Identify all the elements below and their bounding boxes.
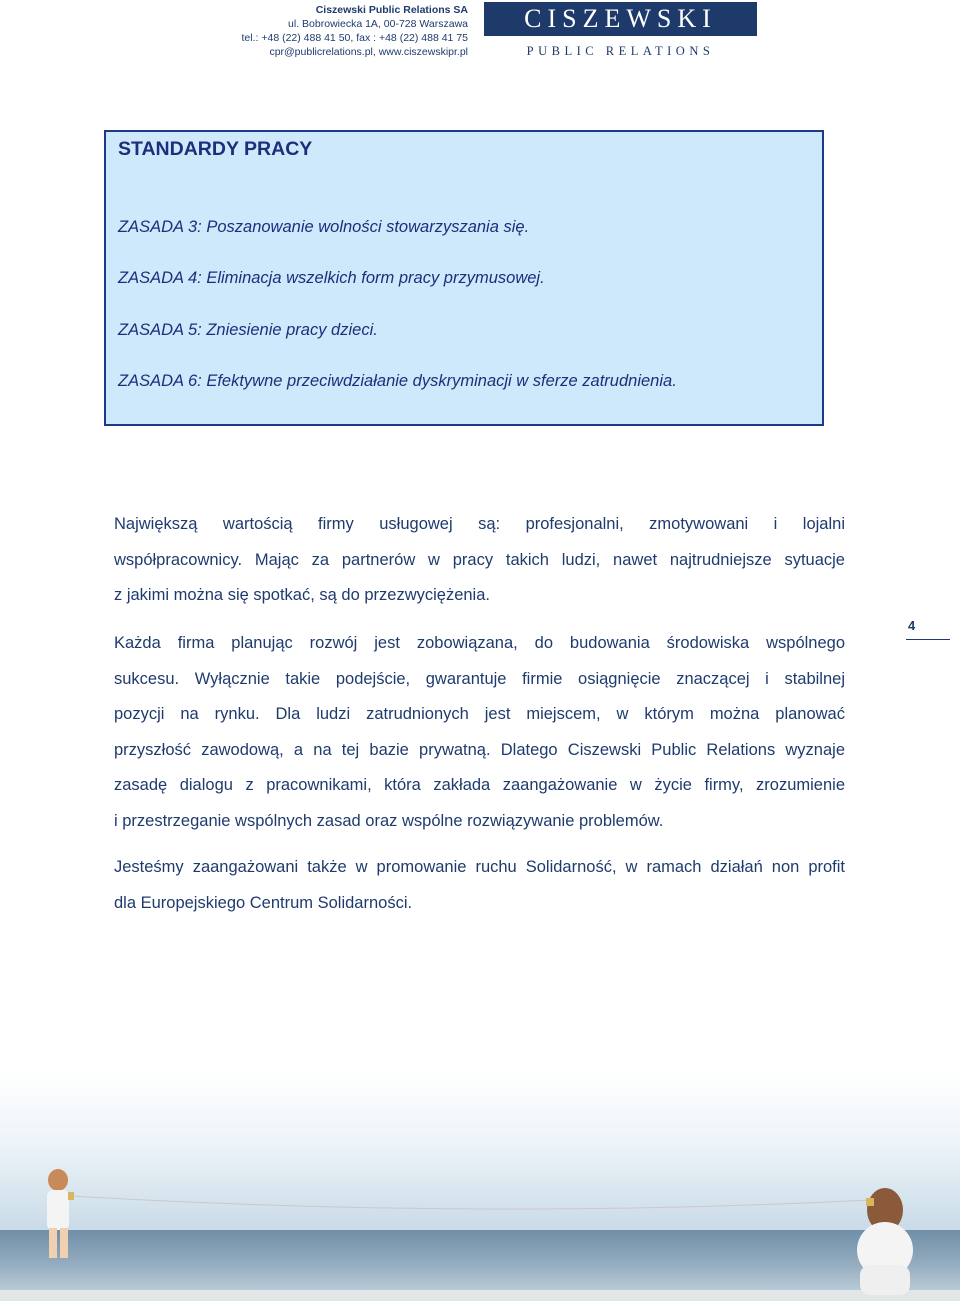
header-contact-block: [200, 3, 468, 59]
principle-item: ZASADA 5: Zniesienie pracy dzieci.: [118, 321, 378, 339]
logo-sub-text: PUBLIC RELATIONS: [526, 44, 715, 58]
company-web: cpr@publicrelations.pl, www.ciszewskipr.pl: [269, 46, 468, 58]
paragraph-line: Każda firma planując rozwój jest zobowiązana, do budowania środowiska wspólnego: [114, 634, 845, 652]
paragraph-line: Jesteśmy zaangażowani także w promowanie ruchu Solidarność, w ramach działań non profit: [114, 858, 845, 876]
paragraph-line: współpracownicy. Mając za partnerów w pracy takich ludzi, nawet najtrudniejsze sytuacje: [114, 550, 845, 569]
principle-item: ZASADA 3: Poszanowanie wolności stowarzyszania się.: [118, 218, 530, 236]
paragraph-line: przyszłość zawodową, a na tej bazie prywatną. Dlatego Ciszewski Public Relations wyznaje: [114, 740, 845, 759]
paragraph-line: i przestrzeganie wspólnych zasad oraz wspólne rozwiązywanie problemów.: [114, 811, 664, 830]
paragraph-line: z jakimi można się spotkać, są do przezwyciężenia.: [114, 586, 490, 604]
paragraph-line: zasadę dialogu z pracownikami, która zakłada zaangażowanie w życie firmy, zrozumienie: [114, 776, 845, 794]
paragraph-line: dla Europejskiego Centrum Solidarności.: [114, 893, 413, 912]
paragraph-line: pozycji na rynku. Dla ludzi zatrudnionych jest miejscem, w którym można planować: [114, 705, 845, 723]
paragraph-line: Największą wartością firmy usługowej są: profesjonalni, zmotywowani i lojalni: [114, 515, 845, 533]
company-name: Ciszewski Public Relations SA: [315, 4, 468, 16]
principles-box: [104, 130, 824, 426]
paragraph-line: sukcesu. Wyłącznie takie podejście, gwarantuje firmie osiągnięcie znaczącej i stabilnej: [114, 669, 845, 688]
company-phone: tel.: +48 (22) 488 41 50, fax : +48 (22) 488 41 75: [241, 32, 468, 44]
company-address: ul. Bobrowiecka 1A, 00-728 Warszawa: [288, 18, 468, 30]
company-logo: [484, 2, 757, 66]
principle-item: ZASADA 4: Eliminacja wszelkich form pracy przymusowej.: [118, 269, 545, 287]
principles-title: STANDARDY PRACY: [118, 138, 313, 160]
logo-main-text: CISZEWSKI: [484, 2, 757, 36]
page-number: 4: [908, 618, 916, 633]
paragraph-values: [114, 507, 845, 614]
beach-figures-icon: [0, 1070, 960, 1301]
beach-photo-icon: [0, 1070, 960, 1301]
paragraph-solidarity: [114, 850, 845, 921]
child-figure-icon: [47, 1169, 74, 1258]
paragraph-development: [114, 626, 845, 839]
principle-item: ZASADA 6: Efektywne przeciwdziałanie dyskryminacji w sferze zatrudnienia.: [118, 372, 677, 390]
woman-figure-icon: [857, 1188, 913, 1295]
page-number-rule: [906, 639, 950, 640]
